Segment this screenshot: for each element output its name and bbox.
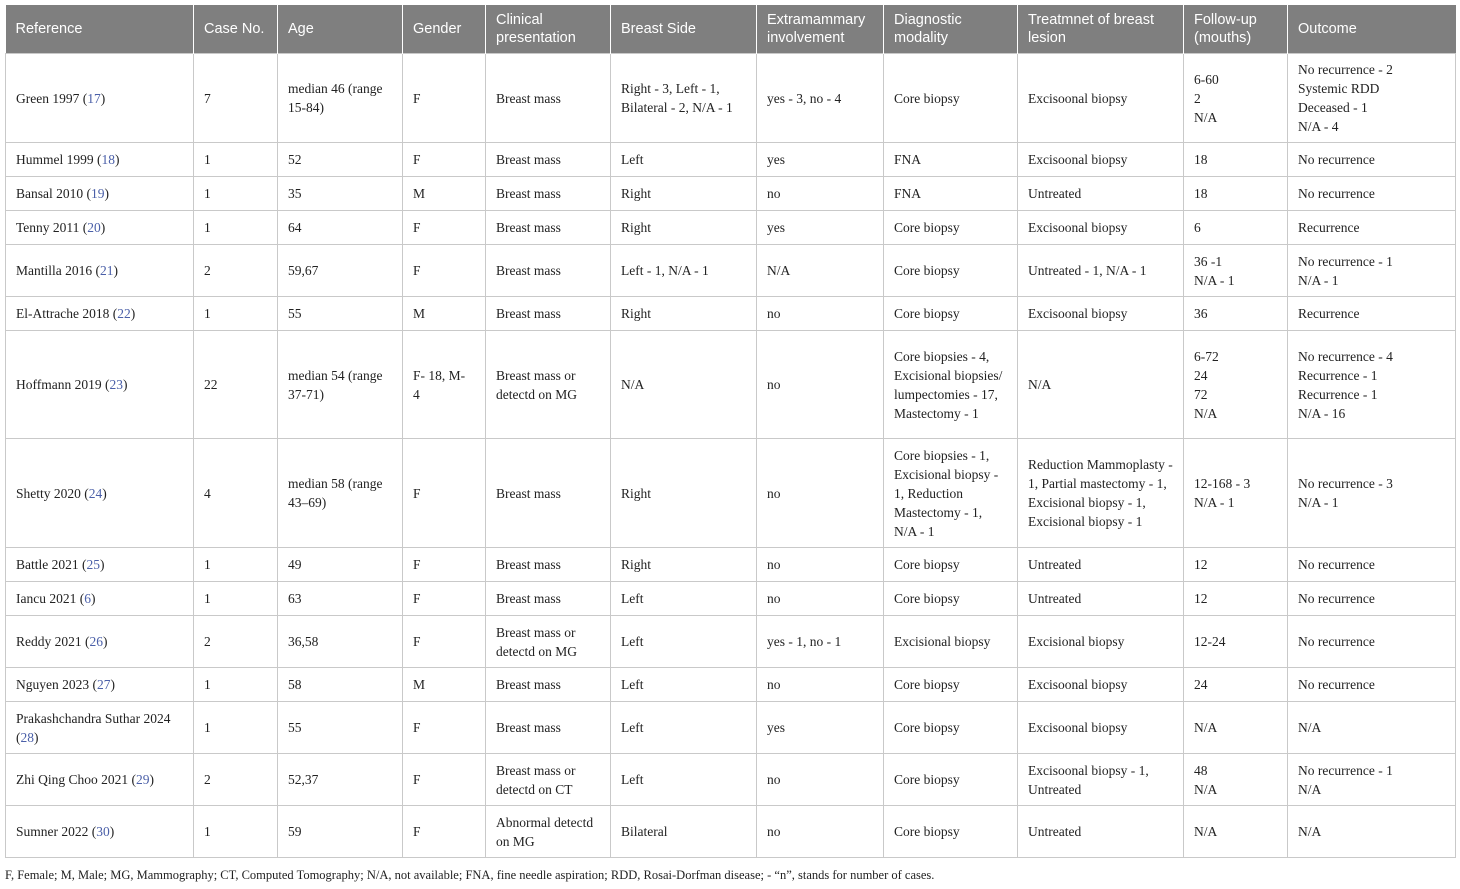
cell-extramammary: no bbox=[757, 582, 884, 616]
cell-clinical-presentation: Breast mass bbox=[486, 297, 611, 331]
cell-gender: F- 18, M- 4 bbox=[403, 331, 486, 439]
cell-reference: Iancu 2021 (6) bbox=[6, 582, 194, 616]
cell-treatment: Excisoonal biopsy - 1, Untreated bbox=[1018, 754, 1184, 806]
cell-treatment: Untreated - 1, N/A - 1 bbox=[1018, 245, 1184, 297]
reference-citation-link[interactable]: 26 bbox=[89, 634, 103, 649]
cell-treatment: Excisoonal biopsy bbox=[1018, 702, 1184, 754]
cell-gender: F bbox=[403, 582, 486, 616]
cell-extramammary: no bbox=[757, 297, 884, 331]
cell-treatment: Untreated bbox=[1018, 806, 1184, 858]
cell-age: median 46 (range 15-84) bbox=[278, 54, 403, 143]
cell-gender: F bbox=[403, 439, 486, 548]
cell-breast-side: Right bbox=[611, 177, 757, 211]
col-header-outcome: Outcome bbox=[1288, 5, 1456, 54]
cell-breast-side: Right bbox=[611, 439, 757, 548]
reference-citation-link[interactable]: 19 bbox=[91, 186, 105, 201]
cell-extramammary: no bbox=[757, 439, 884, 548]
cell-gender: F bbox=[403, 245, 486, 297]
table-row bbox=[6, 143, 1456, 177]
cell-reference: Prakashchandra Suthar 2024 (28) bbox=[6, 702, 194, 754]
reference-citation-link[interactable]: 18 bbox=[101, 152, 115, 167]
cell-outcome: No recurrence bbox=[1288, 668, 1456, 702]
reference-name: Hoffmann 2019 bbox=[16, 377, 102, 392]
cell-diagnostic-modality: Core biopsies - 1, Excisional biopsy - 1, Reduction Mastectomy - 1, N/A - 1 bbox=[884, 439, 1018, 548]
cell-case-no: 1 bbox=[194, 806, 278, 858]
cell-breast-side: Left bbox=[611, 754, 757, 806]
cell-breast-side: Right - 3, Left - 1, Bilateral - 2, N/A - 1 bbox=[611, 54, 757, 143]
cell-clinical-presentation: Breast mass or detectd on MG bbox=[486, 331, 611, 439]
col-header-clinical-presentation: Clinical presentation bbox=[486, 5, 611, 54]
reference-name: Sumner 2022 bbox=[16, 824, 89, 839]
cell-follow-up: 48 N/A bbox=[1184, 754, 1288, 806]
table-row bbox=[6, 754, 1456, 806]
cell-reference: Tenny 2011 (20) bbox=[6, 211, 194, 245]
cell-clinical-presentation: Abnormal detectd on MG bbox=[486, 806, 611, 858]
cell-extramammary: N/A bbox=[757, 245, 884, 297]
cell-case-no: 1 bbox=[194, 548, 278, 582]
reference-name: Hummel 1999 bbox=[16, 152, 94, 167]
cell-case-no: 1 bbox=[194, 582, 278, 616]
cell-follow-up: 18 bbox=[1184, 177, 1288, 211]
reference-name: Shetty 2020 bbox=[16, 485, 81, 501]
reference-citation-link[interactable]: 21 bbox=[100, 263, 114, 278]
reference-citation-link[interactable]: 29 bbox=[136, 772, 150, 787]
cell-age: 58 bbox=[278, 668, 403, 702]
cell-gender: F bbox=[403, 616, 486, 668]
cell-follow-up: 12 bbox=[1184, 582, 1288, 616]
cell-clinical-presentation: Breast mass bbox=[486, 548, 611, 582]
reference-citation-link[interactable]: 6 bbox=[84, 591, 91, 606]
table-row bbox=[6, 211, 1456, 245]
cell-case-no: 4 bbox=[194, 439, 278, 548]
col-header-treatment: Treatmnet of breast lesion bbox=[1018, 5, 1184, 54]
cell-follow-up: 6 bbox=[1184, 211, 1288, 245]
reference-citation-link[interactable]: 28 bbox=[20, 729, 34, 745]
cell-treatment: Excisoonal biopsy bbox=[1018, 54, 1184, 143]
cell-extramammary: yes - 1, no - 1 bbox=[757, 616, 884, 668]
col-header-breast-side: Breast Side bbox=[611, 5, 757, 54]
cell-gender: F bbox=[403, 54, 486, 143]
cell-diagnostic-modality: Core biopsy bbox=[884, 668, 1018, 702]
cell-age: 52,37 bbox=[278, 754, 403, 806]
cell-gender: M bbox=[403, 177, 486, 211]
cell-diagnostic-modality: Core biopsies - 4, Excisional biopsies/ lumpectomies - 17, Mastectomy - 1 bbox=[884, 331, 1018, 439]
cell-follow-up: 24 bbox=[1184, 668, 1288, 702]
cell-extramammary: yes - 3, no - 4 bbox=[757, 54, 884, 143]
cell-treatment: Excisoonal biopsy bbox=[1018, 668, 1184, 702]
cell-breast-side: Right bbox=[611, 211, 757, 245]
cell-breast-side: N/A bbox=[611, 331, 757, 439]
cell-breast-side: Right bbox=[611, 297, 757, 331]
cell-outcome: No recurrence - 1 N/A bbox=[1288, 754, 1456, 806]
reference-citation-link[interactable]: 27 bbox=[97, 677, 111, 692]
cell-outcome: No recurrence bbox=[1288, 177, 1456, 211]
cell-treatment: Untreated bbox=[1018, 548, 1184, 582]
cell-follow-up: 12 bbox=[1184, 548, 1288, 582]
cell-treatment: Reduction Mammoplasty - 1, Partial mastectomy - 1, Excisional biopsy - 1, Excisional biopsy - 1 bbox=[1018, 439, 1184, 548]
cell-extramammary: no bbox=[757, 177, 884, 211]
cell-diagnostic-modality: Core biopsy bbox=[884, 54, 1018, 143]
cell-diagnostic-modality: Excisional biopsy bbox=[884, 616, 1018, 668]
cell-follow-up: N/A bbox=[1184, 702, 1288, 754]
table-body bbox=[6, 54, 1456, 858]
cell-diagnostic-modality: Core biopsy bbox=[884, 702, 1018, 754]
reference-citation-link[interactable]: 24 bbox=[88, 485, 103, 501]
cell-treatment: Excisoonal biopsy bbox=[1018, 143, 1184, 177]
reference-name: Green 1997 bbox=[16, 90, 80, 106]
cell-outcome: No recurrence - 3 N/A - 1 bbox=[1288, 439, 1456, 548]
cell-diagnostic-modality: FNA bbox=[884, 177, 1018, 211]
cell-diagnostic-modality: Core biopsy bbox=[884, 754, 1018, 806]
cell-outcome: No recurrence - 1 N/A - 1 bbox=[1288, 245, 1456, 297]
cell-clinical-presentation: Breast mass bbox=[486, 177, 611, 211]
cell-age: 55 bbox=[278, 702, 403, 754]
cell-gender: F bbox=[403, 806, 486, 858]
col-header-follow-up: Follow-up (mouths) bbox=[1184, 5, 1288, 54]
cell-diagnostic-modality: Core biopsy bbox=[884, 297, 1018, 331]
cell-age: 63 bbox=[278, 582, 403, 616]
header-row bbox=[6, 5, 1456, 54]
cell-treatment: Excisoonal biopsy bbox=[1018, 297, 1184, 331]
cell-outcome: No recurrence bbox=[1288, 616, 1456, 668]
cell-breast-side: Left bbox=[611, 702, 757, 754]
cell-clinical-presentation: Breast mass bbox=[486, 211, 611, 245]
cell-gender: M bbox=[403, 668, 486, 702]
reference-citation-link[interactable]: 20 bbox=[87, 220, 101, 235]
cell-case-no: 1 bbox=[194, 668, 278, 702]
cell-follow-up: 36 bbox=[1184, 297, 1288, 331]
cell-age: 55 bbox=[278, 297, 403, 331]
cell-reference: Green 1997 (17) bbox=[6, 54, 194, 143]
table-row bbox=[6, 54, 1456, 143]
col-header-case-no: Case No. bbox=[194, 5, 278, 54]
cell-clinical-presentation: Breast mass bbox=[486, 582, 611, 616]
cell-reference: Shetty 2020 (24) bbox=[6, 439, 194, 548]
cell-gender: M bbox=[403, 297, 486, 331]
cell-clinical-presentation: Breast mass bbox=[486, 143, 611, 177]
reference-citation-link[interactable]: 23 bbox=[109, 377, 123, 392]
cell-breast-side: Bilateral bbox=[611, 806, 757, 858]
cell-follow-up: 36 -1 N/A - 1 bbox=[1184, 245, 1288, 297]
cell-age: 59 bbox=[278, 806, 403, 858]
cell-case-no: 22 bbox=[194, 331, 278, 439]
cell-clinical-presentation: Breast mass bbox=[486, 245, 611, 297]
reference-citation-link[interactable]: 22 bbox=[117, 306, 131, 321]
cell-outcome: No recurrence - 4 Recurrence - 1 Recurrence - 1 N/A - 16 bbox=[1288, 331, 1456, 439]
cell-follow-up: 18 bbox=[1184, 143, 1288, 177]
cell-case-no: 1 bbox=[194, 143, 278, 177]
reference-name: Zhi Qing Choo 2021 bbox=[16, 772, 129, 787]
cell-clinical-presentation: Breast mass or detectd on CT bbox=[486, 754, 611, 806]
reference-name: Iancu 2021 bbox=[16, 591, 77, 606]
cell-extramammary: no bbox=[757, 754, 884, 806]
cell-case-no: 1 bbox=[194, 702, 278, 754]
cell-breast-side: Left bbox=[611, 582, 757, 616]
literature-review-table bbox=[5, 5, 1456, 858]
reference-name: Nguyen 2023 bbox=[16, 677, 90, 692]
cell-case-no: 1 bbox=[194, 211, 278, 245]
cell-age: median 54 (range 37-71) bbox=[278, 331, 403, 439]
cell-case-no: 7 bbox=[194, 54, 278, 143]
cell-treatment: Untreated bbox=[1018, 177, 1184, 211]
cell-age: 52 bbox=[278, 143, 403, 177]
cell-follow-up: N/A bbox=[1184, 806, 1288, 858]
cell-gender: F bbox=[403, 754, 486, 806]
cell-gender: F bbox=[403, 143, 486, 177]
cell-extramammary: no bbox=[757, 548, 884, 582]
cell-reference: Bansal 2010 (19) bbox=[6, 177, 194, 211]
cell-breast-side: Left - 1, N/A - 1 bbox=[611, 245, 757, 297]
cell-outcome: No recurrence bbox=[1288, 143, 1456, 177]
reference-name: Reddy 2021 bbox=[16, 634, 82, 649]
cell-case-no: 1 bbox=[194, 297, 278, 331]
cell-age: 49 bbox=[278, 548, 403, 582]
cell-extramammary: no bbox=[757, 331, 884, 439]
cell-treatment: Excisoonal biopsy bbox=[1018, 211, 1184, 245]
cell-age: 59,67 bbox=[278, 245, 403, 297]
col-header-gender: Gender bbox=[403, 5, 486, 54]
cell-clinical-presentation: Breast mass or detectd on MG bbox=[486, 616, 611, 668]
cell-follow-up: 6-72 24 72 N/A bbox=[1184, 331, 1288, 439]
cell-gender: F bbox=[403, 702, 486, 754]
reference-name: Mantilla 2016 bbox=[16, 263, 93, 278]
reference-name: El-Attrache 2018 bbox=[16, 306, 110, 321]
table-row bbox=[6, 297, 1456, 331]
cell-outcome: Recurrence bbox=[1288, 211, 1456, 245]
table-container bbox=[5, 5, 1455, 858]
reference-citation-link[interactable]: 30 bbox=[96, 824, 110, 839]
cell-case-no: 2 bbox=[194, 754, 278, 806]
table-row bbox=[6, 806, 1456, 858]
cell-age: 36,58 bbox=[278, 616, 403, 668]
cell-reference: Mantilla 2016 (21) bbox=[6, 245, 194, 297]
table-row bbox=[6, 616, 1456, 668]
cell-treatment: Untreated bbox=[1018, 582, 1184, 616]
cell-follow-up: 12-24 bbox=[1184, 616, 1288, 668]
cell-reference: Hummel 1999 (18) bbox=[6, 143, 194, 177]
cell-breast-side: Left bbox=[611, 616, 757, 668]
col-header-reference: Reference bbox=[6, 5, 194, 54]
cell-breast-side: Right bbox=[611, 548, 757, 582]
table-row bbox=[6, 548, 1456, 582]
cell-extramammary: yes bbox=[757, 211, 884, 245]
reference-name: Battle 2021 bbox=[16, 557, 79, 572]
reference-name: Bansal 2010 bbox=[16, 186, 84, 201]
table-row bbox=[6, 702, 1456, 754]
reference-name: Prakashchandra Suthar 2024 bbox=[16, 710, 171, 726]
cell-gender: F bbox=[403, 548, 486, 582]
table-footnote: F, Female; M, Male; MG, Mammography; CT, Computed Tomography; N/A, not available; FNA, fine needle aspiration; RDD, Rosai-Dorfman disease; - “n”, stands for number of cases. bbox=[5, 868, 935, 882]
cell-extramammary: yes bbox=[757, 143, 884, 177]
cell-outcome: N/A bbox=[1288, 702, 1456, 754]
cell-case-no: 2 bbox=[194, 616, 278, 668]
cell-reference: Battle 2021 (25) bbox=[6, 548, 194, 582]
table-row bbox=[6, 582, 1456, 616]
cell-diagnostic-modality: Core biopsy bbox=[884, 245, 1018, 297]
cell-extramammary: yes bbox=[757, 702, 884, 754]
cell-diagnostic-modality: Core biopsy bbox=[884, 548, 1018, 582]
cell-diagnostic-modality: Core biopsy bbox=[884, 582, 1018, 616]
cell-follow-up: 12-168 - 3 N/A - 1 bbox=[1184, 439, 1288, 548]
cell-diagnostic-modality: Core biopsy bbox=[884, 211, 1018, 245]
cell-reference: Zhi Qing Choo 2021 (29) bbox=[6, 754, 194, 806]
cell-reference: Hoffmann 2019 (23) bbox=[6, 331, 194, 439]
cell-diagnostic-modality: FNA bbox=[884, 143, 1018, 177]
cell-treatment: Excisional biopsy bbox=[1018, 616, 1184, 668]
col-header-extramammary: Extramammary involvement bbox=[757, 5, 884, 54]
cell-age: median 58 (range 43–69) bbox=[278, 439, 403, 548]
table-row bbox=[6, 177, 1456, 211]
cell-reference: El-Attrache 2018 (22) bbox=[6, 297, 194, 331]
col-header-diagnostic-modality: Diagnostic modality bbox=[884, 5, 1018, 54]
cell-outcome: Recurrence bbox=[1288, 297, 1456, 331]
cell-reference: Nguyen 2023 (27) bbox=[6, 668, 194, 702]
cell-extramammary: no bbox=[757, 668, 884, 702]
cell-outcome: N/A bbox=[1288, 806, 1456, 858]
cell-age: 35 bbox=[278, 177, 403, 211]
table-row bbox=[6, 668, 1456, 702]
reference-name: Tenny 2011 bbox=[16, 220, 80, 235]
cell-outcome: No recurrence bbox=[1288, 548, 1456, 582]
cell-treatment: N/A bbox=[1018, 331, 1184, 439]
cell-age: 64 bbox=[278, 211, 403, 245]
cell-clinical-presentation: Breast mass bbox=[486, 668, 611, 702]
cell-clinical-presentation: Breast mass bbox=[486, 439, 611, 548]
table-row bbox=[6, 245, 1456, 297]
cell-case-no: 1 bbox=[194, 177, 278, 211]
cell-case-no: 2 bbox=[194, 245, 278, 297]
cell-extramammary: no bbox=[757, 806, 884, 858]
cell-reference: Reddy 2021 (26) bbox=[6, 616, 194, 668]
reference-citation-link[interactable]: 17 bbox=[87, 90, 101, 106]
table-row bbox=[6, 439, 1456, 548]
cell-follow-up: 6-60 2 N/A bbox=[1184, 54, 1288, 143]
col-header-age: Age bbox=[278, 5, 403, 54]
cell-gender: F bbox=[403, 211, 486, 245]
cell-outcome: No recurrence bbox=[1288, 582, 1456, 616]
cell-reference: Sumner 2022 (30) bbox=[6, 806, 194, 858]
cell-diagnostic-modality: Core biopsy bbox=[884, 806, 1018, 858]
cell-clinical-presentation: Breast mass bbox=[486, 54, 611, 143]
cell-clinical-presentation: Breast mass bbox=[486, 702, 611, 754]
cell-outcome: No recurrence - 2 Systemic RDD Deceased - 1 N/A - 4 bbox=[1288, 54, 1456, 143]
cell-breast-side: Left bbox=[611, 668, 757, 702]
table-row bbox=[6, 331, 1456, 439]
reference-citation-link[interactable]: 25 bbox=[86, 557, 100, 572]
cell-breast-side: Left bbox=[611, 143, 757, 177]
